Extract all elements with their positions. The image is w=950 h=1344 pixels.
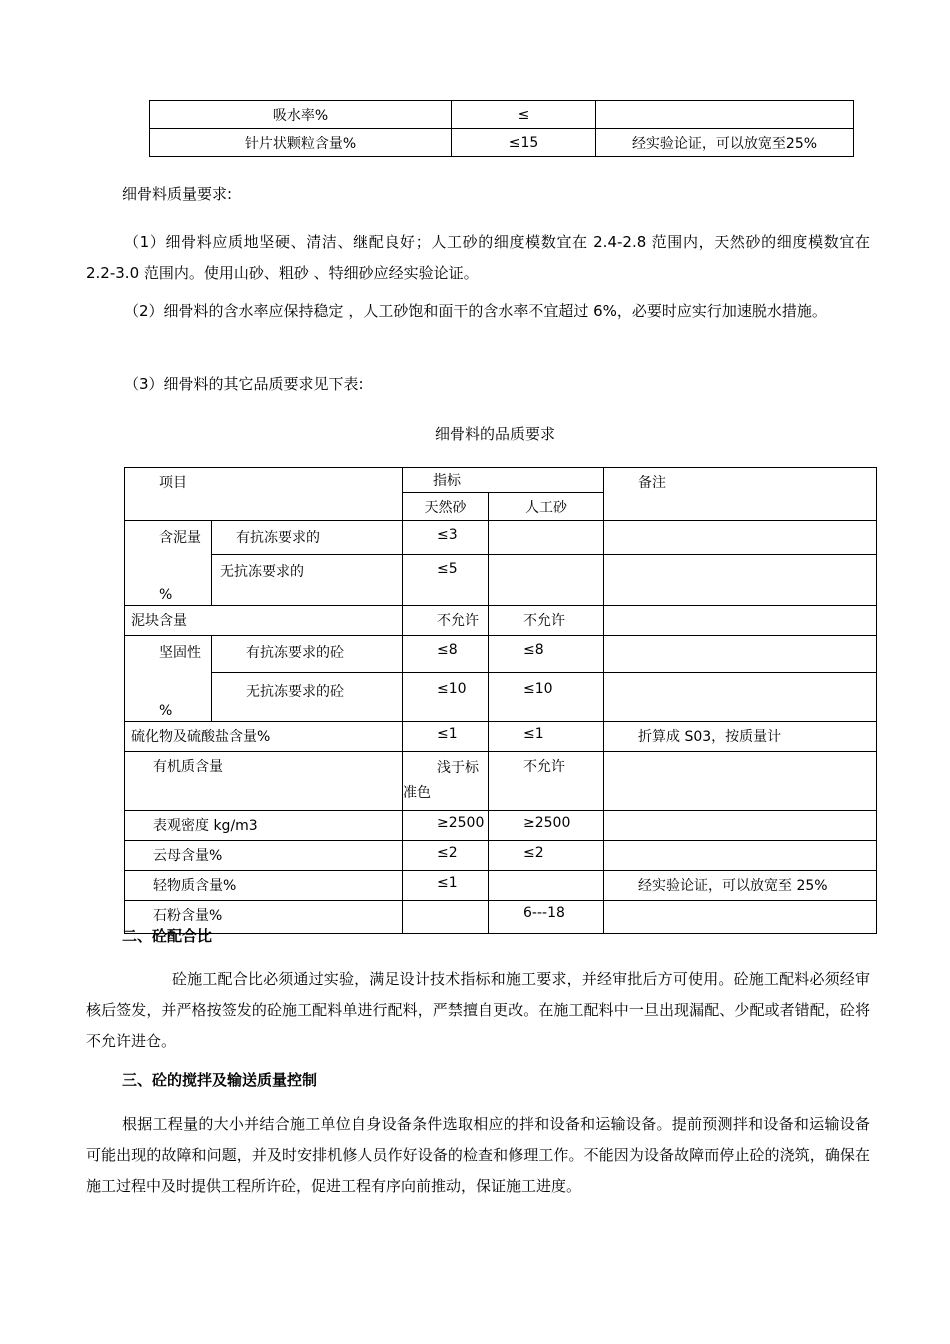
table-cell: 无抗冻要求的砼 [212,673,403,722]
table-cell [604,841,877,871]
table-cell: ≤2 [489,841,604,871]
table-row [150,129,854,157]
table-row [125,871,877,901]
table-row [150,101,854,129]
table-cell: 有抗冻要求的 [212,521,403,555]
table-cell [604,555,877,606]
table-row [125,811,877,841]
table-cell [604,636,877,673]
table-cell: 经实验论证，可以放宽至 25% [604,871,877,901]
table-cell: ≤10 [489,673,604,722]
table-cell: ≥2500 [403,811,489,841]
table-cell: 不允许 [489,752,604,811]
fine-aggregate-heading: 细骨料质量要求: [122,185,233,203]
table-cell [403,752,489,811]
table-cell [604,901,877,934]
table-cell [489,871,604,901]
table-cell: 6---18 [489,901,604,934]
table-row [125,901,877,934]
table-cell: ≤1 [403,722,489,752]
header-natural: 天然砂 [403,493,489,521]
table-cell: 折算成 S03，按质量计 [604,722,877,752]
table-row [125,673,877,722]
soundness-label: 坚固性 [159,645,201,661]
section-3-text: 根据工程量的大小并结合施工单位自身设备条件选取相应的拌和设备和运输设备。提前预测拌和设备和运输设备可能出现的故障和问题，并及时安排机修人员作好设备的检查和修理工作。不能因为设备故障而停止砼的浇筑，确保在施工过程中及时提供工程所许砼，促进工程有序向前推动，保证施工进度。 [86,1115,870,1195]
table-cell: ≤8 [489,636,604,673]
table-cell: ≤15 [452,129,596,157]
table-cell [604,752,877,811]
table-cell: 吸水率% [150,101,452,129]
fine-aggregate-table [124,467,877,934]
table-cell: 硫化物及硫酸盐含量% [125,722,403,752]
table-cell: ≤8 [403,636,489,673]
table-row [125,636,877,673]
organic-natural-text: 浅于标准色 [403,760,479,801]
table-cell: ≥2500 [489,811,604,841]
paragraph-1: （1）细骨料应质地坚硬、清洁、继配良好；人工砂的细度模数宜在 2.4-2.8 范围内，天然砂的细度模数宜在 2.2-3.0 范围内。使用山砂、粗砂 、特细砂应经实验论证。 [86,233,870,282]
table-cell: ≤ [452,101,596,129]
table-row [125,555,877,606]
table-cell: ≤1 [403,871,489,901]
table-row [125,752,877,811]
table-cell: 有抗冻要求的砼 [212,636,403,673]
table-cell [604,606,877,636]
table-header-row [125,468,877,493]
header-artificial: 人工砂 [489,493,604,521]
table-row [125,841,877,871]
table-cell: ≤1 [489,722,604,752]
table-cell: 石粉含量% [125,901,403,934]
table-cell: 有机质含量 [125,752,403,811]
table-cell: 不允许 [403,606,489,636]
mud-label: 含泥量 [159,530,201,546]
header-note: 备注 [604,468,877,521]
table-cell: ≤3 [403,521,489,555]
section-3-heading: 三、砼的搅拌及输送质量控制 [122,1071,318,1089]
table-cell: 针片状颗粒含量% [150,129,452,157]
table-title: 细骨料的品质要求 [434,425,555,443]
table-cell: 经实验论证，可以放宽至25% [596,129,854,157]
header-item: 项目 [125,468,403,521]
table-cell: 无抗冻要求的 [212,555,403,606]
paragraph-2: （2）细骨料的含水率应保持稳定 ，人工砂饱和面干的含水率不宜超过 6%，必要时应实行加速脱水措施。 [124,302,827,320]
table-row [125,521,877,555]
mud-label-cell [125,521,212,606]
table-cell [604,811,877,841]
table-cell: ≤2 [403,841,489,871]
paragraph-3: （3）细骨料的其它品质要求见下表: [124,375,364,393]
mud-unit: % [159,587,173,603]
section-2-heading: 二、砼配合比 [122,927,213,945]
coarse-aggregate-table [149,100,854,157]
table-cell: 表观密度 kg/m3 [125,811,403,841]
table-cell [604,521,877,555]
soundness-unit: % [159,703,173,719]
table-cell: ≤5 [403,555,489,606]
table-cell: 不允许 [489,606,604,636]
table-cell: 云母含量% [125,841,403,871]
table-row [125,606,877,636]
section-2-text: 砼施工配合比必须通过实验，满足设计技术指标和施工要求，并经审批后方可使用。砼施工配料必须经审核后签发，并严格按签发的砼施工配料单进行配料，严禁擅自更改。在施工配料中一旦出现漏配、少配或者错配，砼将不允许进仓。 [86,970,870,1050]
table-cell [596,101,854,129]
table-cell [403,901,489,934]
table-row [125,722,877,752]
table-cell [489,555,604,606]
table-cell: 泥块含量 [125,606,403,636]
table-cell [604,673,877,722]
table-cell: ≤10 [403,673,489,722]
header-indicator: 指标 [403,468,604,493]
table-cell [489,521,604,555]
table-cell: 轻物质含量% [125,871,403,901]
soundness-label-cell [125,636,212,722]
